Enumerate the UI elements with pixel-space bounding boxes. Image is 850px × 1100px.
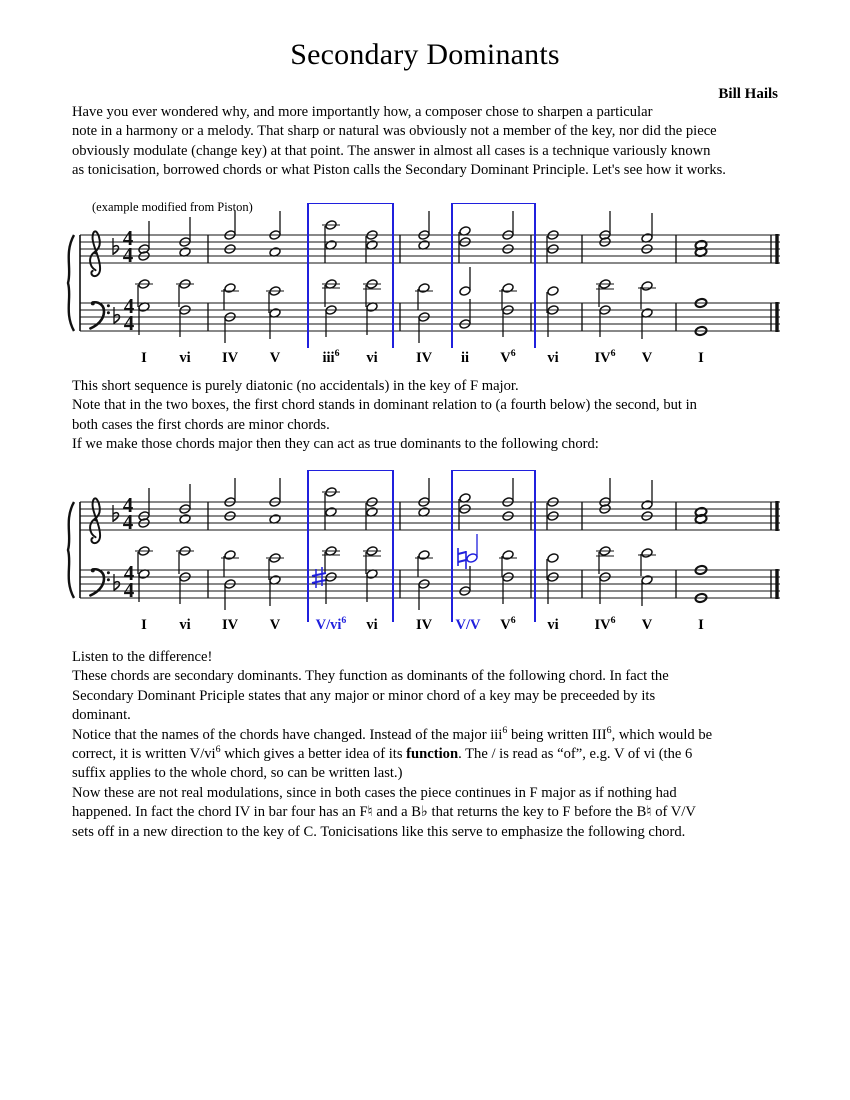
score-one-chord-labels	[0, 350, 850, 370]
svg-text:4: 4	[123, 311, 135, 335]
svg-text:4: 4	[122, 243, 134, 267]
chord-notes	[459, 226, 471, 330]
treble-staff-lines	[80, 502, 780, 530]
chord-label: vi	[547, 350, 559, 366]
chord-notes	[266, 478, 284, 606]
highlight-box-1	[308, 470, 393, 622]
closing-line-2: These chords are secondary dominants. They function as dominants of the following chord. In fact the	[72, 668, 669, 685]
intro-line-4: as tonicisation, borrowed chords or what Piston calls the Secondary Dominant Principle. Let's see how it works.	[72, 162, 726, 179]
chord-label: I	[141, 350, 147, 366]
chord-label: I	[141, 617, 147, 633]
chord-notes	[459, 493, 471, 597]
chord-notes	[322, 220, 340, 337]
chord-notes	[638, 480, 656, 606]
chord-label: vi	[547, 617, 559, 633]
chord-label: $IV^6$	[594, 348, 616, 366]
chord-notes	[596, 211, 614, 337]
closing-paragraph	[72, 648, 782, 842]
svg-text:4: 4	[122, 510, 134, 534]
grand-staff-brace	[68, 235, 74, 331]
highlight-box-2	[452, 470, 535, 622]
intro-line-3: obviously modulate (change key) at that point. The answer in almost all cases is a technique variously known	[72, 142, 711, 159]
score-one-engraving	[0, 203, 850, 348]
closing-line-10: sets off in a new direction to the key of C. Tonicisations like this serve to emphasize the following chord.	[72, 823, 686, 840]
svg-text:4: 4	[123, 561, 135, 585]
chord-notes	[363, 497, 381, 602]
bass-staff-lines	[80, 570, 780, 598]
treble-staff-lines	[80, 235, 780, 263]
intro-paragraph	[72, 103, 782, 181]
author-byline: Bill Hails	[718, 86, 778, 102]
key-signature-treble	[113, 238, 119, 255]
score-one	[0, 203, 850, 348]
time-signature	[123, 226, 135, 335]
chord-label: vi	[179, 350, 191, 366]
closing-line-3: Secondary Dominant Priciple states that any major or minor chord of a key may be preceeded by its	[72, 687, 656, 704]
chord-notes	[547, 497, 559, 604]
grand-staff-brace	[68, 502, 74, 598]
score-two	[0, 470, 850, 622]
chord-label: vi	[179, 617, 191, 633]
closing-line-4: dominant.	[72, 707, 131, 724]
svg-text:4: 4	[122, 226, 134, 250]
mid-line-1: This short sequence is purely diatonic (no accidentals) in the key of F major.	[72, 378, 519, 394]
chord-notes-final	[695, 240, 708, 336]
closing-line-9: happened. In fact the chord IV in bar four has an F♮ and a B♭ that returns the key to F before the B♮ of V/V	[72, 804, 696, 821]
highlight-box-1	[308, 203, 393, 348]
chord-notes-final	[695, 507, 708, 603]
chord-label: $V^6$	[500, 348, 516, 366]
chord-label: vi	[366, 617, 378, 633]
chord-label: V	[269, 350, 281, 366]
chord-label: I	[698, 350, 704, 366]
chord-label: iii$^6$	[322, 348, 340, 366]
accidental-natural-icon	[458, 548, 466, 569]
chord-label: V	[641, 350, 653, 366]
chord-label: IV	[415, 617, 433, 633]
chord-notes	[221, 478, 239, 610]
treble-clef-icon	[90, 498, 100, 543]
chord-notes	[547, 230, 559, 337]
mid-line-2: Note that in the two boxes, the first chord stands in dominant relation to (a fourth below) the second, but in	[72, 397, 697, 414]
closing-line-1: Listen to the difference!	[72, 649, 213, 665]
chord-label: $IV^6$	[594, 615, 616, 633]
closing-line-5: Notice that the names of the chords have changed. Instead of the major iii$^6$ being written III$^6$, which would be	[72, 724, 713, 743]
closing-line-7: suffix applies to the whole chord, so can be written last.)	[72, 765, 403, 782]
highlight-box-2	[452, 203, 535, 348]
score-two-chord-labels	[0, 617, 850, 637]
chord-notes	[415, 478, 433, 610]
mid-line-4: If we make those chords major then they can act as true dominants to the following chord:	[72, 436, 599, 453]
mid-line-3: both cases the first chords are minor chords.	[72, 416, 330, 433]
chord-notes	[221, 211, 239, 343]
chord-label: IV	[415, 350, 433, 366]
chord-notes	[266, 211, 284, 339]
svg-text:4: 4	[122, 493, 134, 517]
chord-label: ii	[460, 350, 470, 366]
score-two-engraving	[0, 470, 850, 622]
chord-label: IV	[221, 350, 239, 366]
chord-label: V	[641, 617, 653, 633]
time-signature	[123, 493, 135, 602]
function-emphasis: function	[406, 746, 459, 763]
chord-notes	[596, 478, 614, 604]
bass-staff-lines	[80, 303, 780, 331]
chord-label: I	[698, 617, 704, 633]
chord-notes	[415, 211, 433, 343]
svg-text:4: 4	[123, 294, 135, 318]
chord-notes	[363, 230, 381, 335]
chord-notes	[135, 221, 153, 335]
chord-label: IV	[221, 617, 239, 633]
chord-notes	[638, 213, 656, 339]
chord-label: $V^6$	[500, 615, 516, 633]
mid-paragraph	[72, 377, 782, 455]
chord-label: V	[269, 617, 281, 633]
intro-line-2: note in a harmony or a melody. That sharp or natural was obviously not a member of the key, nor did the piece	[72, 123, 717, 140]
chord-label-secondary-dominant: $V/vi^6$	[315, 615, 347, 633]
score-one-caption: (example modified from Piston)	[92, 200, 253, 214]
svg-text:4: 4	[123, 578, 135, 602]
chord-label-secondary-dominant: V/V	[455, 617, 481, 633]
page-title: Secondary Dominants	[290, 38, 560, 71]
closing-line-8: Now these are not real modulations, since in both cases the piece continues in F major as if nothing had	[72, 784, 677, 801]
chord-notes	[135, 488, 153, 602]
closing-line-6: correct, it is written $V/vi^6$ which gives a better idea of its function. The / is read as “of”, e.g. V of vi (the 6	[72, 744, 693, 763]
chord-label: vi	[366, 350, 378, 366]
chord-notes	[499, 211, 517, 337]
chord-notes	[499, 478, 517, 604]
intro-line-1: Have you ever wondered why, and more importantly how, a composer chose to sharpen a particular	[72, 104, 653, 120]
treble-clef-icon	[90, 231, 100, 276]
key-signature-treble	[113, 505, 119, 522]
